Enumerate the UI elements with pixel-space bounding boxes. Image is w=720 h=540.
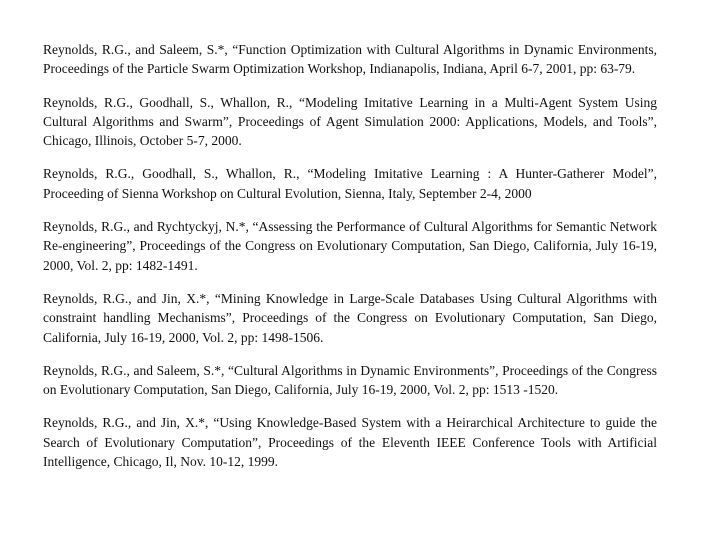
- reference-entry: Reynolds, R.G., and Rychtyckyj, N.*, “Assessing the Performance of Cultural Algorithms for Semantic Network Re-engineering”, Proceedings of the Congress on Evolutionary Computation, San Diego, California, July 16-19, 2000, Vol. 2, pp: 1482-1491.: [43, 219, 657, 273]
- reference-entry: Reynolds, R.G., and Jin, X.*, “Using Knowledge-Based System with a Heirarchical Architecture to guide the Search of Evolutionary Computation”, Proceedings of the Eleventh IEEE Conference Tools with Artificial Intelligence, Chicago, Il, Nov. 10-12, 1999.: [43, 415, 657, 470]
- reference-entry: Reynolds, R.G., and Saleem, S.*, “Cultural Algorithms in Dynamic Environments”, Proceedings of the Congress on Evolutionary Computation, San Diego, California, July 16-19, 2000, Vol. 2, pp: 1513 -1520.: [43, 362, 657, 398]
- reference-entry: Reynolds, R.G., and Jin, X.*, “Mining Knowledge in Large-Scale Databases Using Cultural Algorithms with constraint handling Mechanisms”, Proceedings of the Congress on Evolutionary Computation, San Diego, California, July 16-19, 2000, Vol. 2, pp: 1498-1506.: [43, 290, 657, 345]
- reference-list: [43, 40, 657, 485]
- reference-entry: Reynolds, R.G., Goodhall, S., Whallon, R., “Modeling Imitative Learning in a Multi-Agent System Using Cultural Algorithms and Swarm”, Proceedings of Agent Simulation 2000: Applications, Models, and Tools”, Chicago, Illinois, October 5-7, 2000.: [43, 94, 657, 149]
- reference-entry: Reynolds, R.G., and Saleem, S.*, “Function Optimization with Cultural Algorithms in Dynamic Environments, Proceedings of the Particle Swarm Optimization Workshop, Indianapolis, Indiana, April 6-7, 2001, pp: 63-79.: [43, 42, 657, 77]
- reference-entry: Reynolds, R.G., Goodhall, S., Whallon, R., “Modeling Imitative Learning : A Hunter-Gatherer Model”, Proceeding of Sienna Workshop on Cultural Evolution, Sienna, Italy, September 2-4, 2000: [43, 166, 657, 201]
